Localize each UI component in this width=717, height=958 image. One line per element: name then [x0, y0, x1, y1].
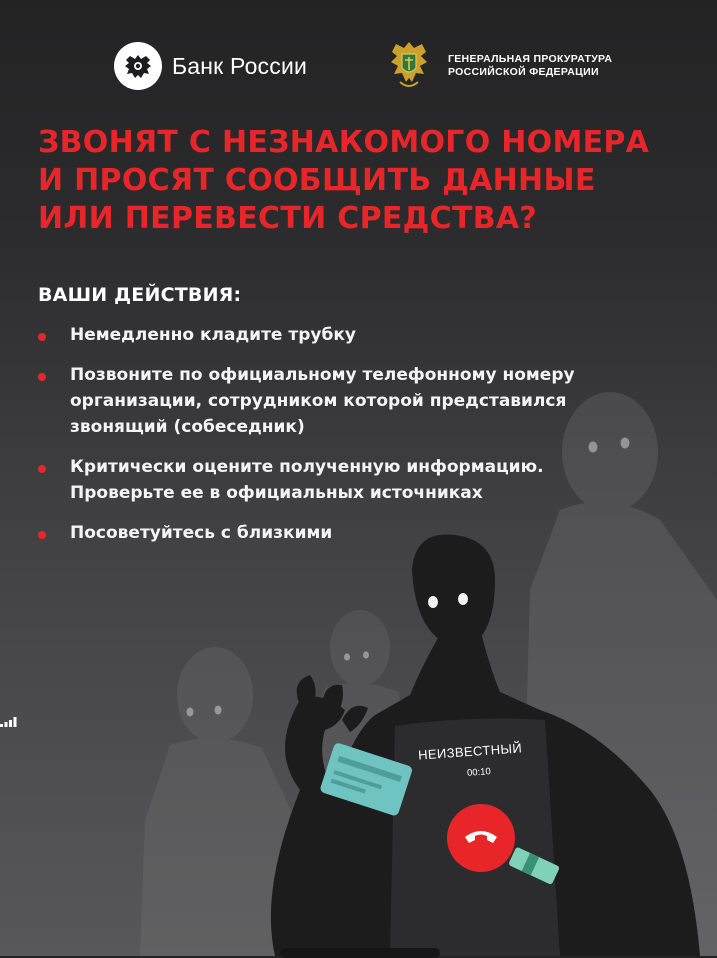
- scammer-silhouettes: [0, 370, 717, 956]
- prosecutor-name-line: ГЕНЕРАЛЬНАЯ ПРОКУРАТУРА: [448, 53, 613, 65]
- caller-name: НЕИЗВЕСТНЫЙ: [417, 740, 523, 763]
- scammer-illustration: [0, 370, 717, 956]
- action-text: Посоветуйтесь с близкими: [70, 523, 333, 543]
- signal-bars-icon: [0, 717, 18, 727]
- emblem-icon: [384, 38, 434, 94]
- action-text: звонящий (собеседник): [70, 417, 305, 437]
- headline: [38, 124, 698, 238]
- headline-line: ЗВОНЯТ С НЕЗНАКОМОГО НОМЕРА: [38, 125, 650, 160]
- prosecutor-name-line: РОССИЙСКОЙ ФЕДЕРАЦИИ: [448, 66, 599, 78]
- call-duration: 00:10: [466, 766, 492, 779]
- header: [0, 38, 717, 98]
- bullet-icon: [38, 333, 46, 341]
- phone-hangup-icon: [462, 825, 500, 851]
- bank-name: Банк России: [172, 52, 308, 79]
- action-text: Проверьте ее в официальных источниках: [70, 483, 483, 503]
- prosecutor-general-name: [448, 53, 612, 79]
- double-headed-eagle-icon: [114, 42, 162, 90]
- bank-of-russia-logo: [114, 42, 307, 90]
- action-item: [38, 322, 698, 348]
- headline-line: ИЛИ ПЕРЕВЕСТИ СРЕДСТВА?: [38, 201, 538, 236]
- action-text: Критически оцените полученную информацию.: [70, 457, 544, 477]
- action-text: Позвоните по официальному телефонному номеру: [70, 365, 575, 385]
- home-indicator[interactable]: [280, 948, 440, 958]
- prosecutor-general-logo: [384, 38, 612, 94]
- action-text: Немедленно кладите трубку: [70, 325, 356, 345]
- hangup-button[interactable]: [447, 804, 515, 872]
- action-text: организации, сотрудником которой представился: [70, 391, 567, 411]
- actions-title: ВАШИ ДЕЙСТВИЯ:: [38, 284, 242, 306]
- headline-line: И ПРОСЯТ СООБЩИТЬ ДАННЫЕ: [38, 163, 596, 198]
